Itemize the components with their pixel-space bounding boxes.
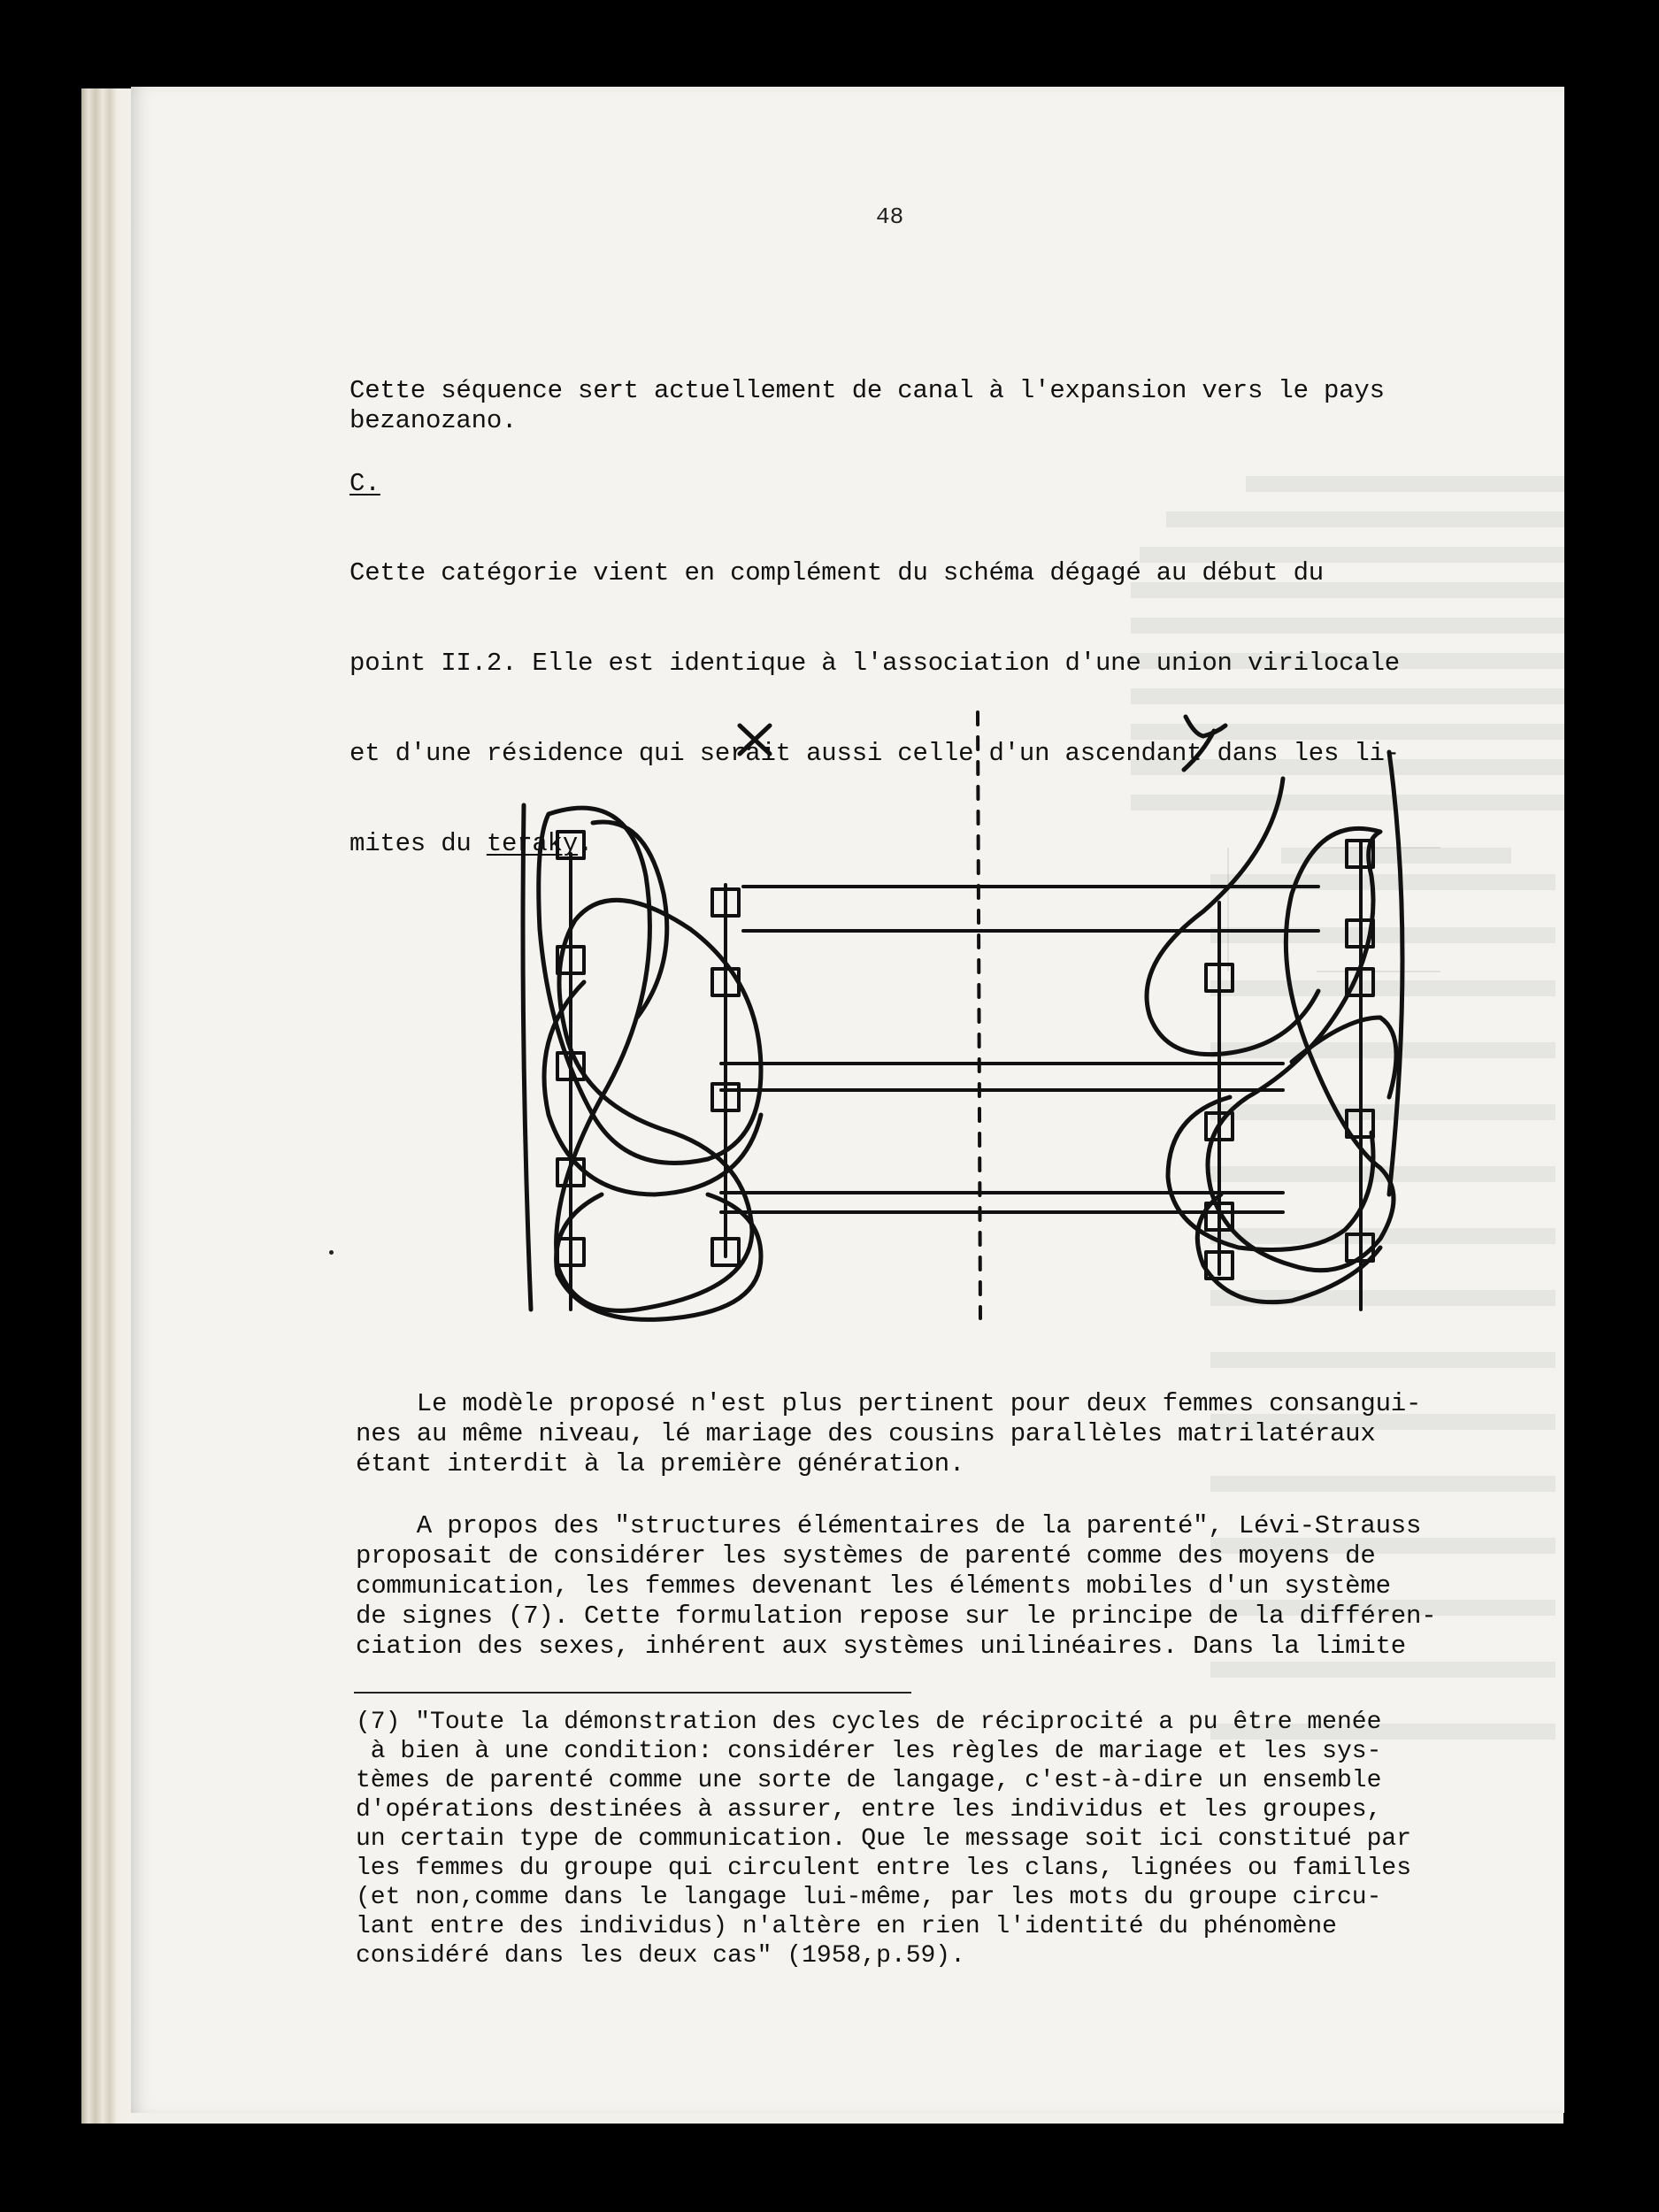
footnote-7: (7) "Toute la démonstration des cycles de réciprocité a pu être menée à bien à une condition: considérer les règles de mariage et les sys- tèmes de parenté comme une sorte de langage, c'est-à-dire un ensemble d'opérations destinées à assurer, entre les individus et les groupes, un certain type de communication. Que le message soit ici constitué par les femmes du groupe qui circulent entre les clans, lignées ou familles (et non,comme dans le langage lui-même, par les mots du groupe circu- lant entre des individus) n'altère en rien l'identité du phénomène considéré dans les deux cas" (1958,p.59). — [356, 1709, 1411, 1970]
paragraph-levi-strauss: A propos des "structures élémentaires de la parenté", Lévi-Strauss proposait de considérer les systèmes de parenté comme des moyens de communication, les femmes devenant les éléments mobiles d'un système de signes (7). Cette formulation repose sur le principe de la différen- ciation des sexes, inhérent aux systèmes unilinéaires. Dans la limite — [356, 1511, 1437, 1661]
category-line-4-suffix: . — [578, 829, 594, 858]
label-x-mark — [740, 726, 770, 754]
kinship-diagram — [495, 699, 1425, 1336]
paragraph-expansion: Cette séquence sert actuellement de canal à l'expansion vers le pays bezanozano. — [349, 376, 1385, 435]
right-enclosure-loops — [1147, 752, 1402, 1302]
label-y-mark — [1184, 717, 1225, 770]
horizontal-links — [721, 887, 1318, 1212]
divider-dashed-line — [978, 712, 980, 1318]
section-heading-c: C. — [349, 469, 380, 498]
paragraph-model-not-pertinent: Le modèle proposé n'est plus pertinent pour deux femmes consangui- nes au même niveau, lé mariage des cousins parallèles matrilatéraux étant interdit à la première génération. — [356, 1389, 1422, 1479]
page-number: 48 — [876, 204, 904, 230]
category-line-2: point II.2. Elle est identique à l'association d'une union virilocale — [349, 649, 1400, 678]
category-line-3: et d'une résidence qui serait aussi celle d'un ascendant dans les li- — [349, 739, 1400, 768]
category-line-4-prefix: mites du — [349, 829, 487, 858]
term-teraky: teraky — [486, 829, 579, 858]
stray-mark-dot — [329, 1250, 334, 1255]
category-line-1: Cette catégorie vient en complément du schéma dégagé au début du — [349, 558, 1324, 588]
footnote-separator — [354, 1692, 911, 1694]
